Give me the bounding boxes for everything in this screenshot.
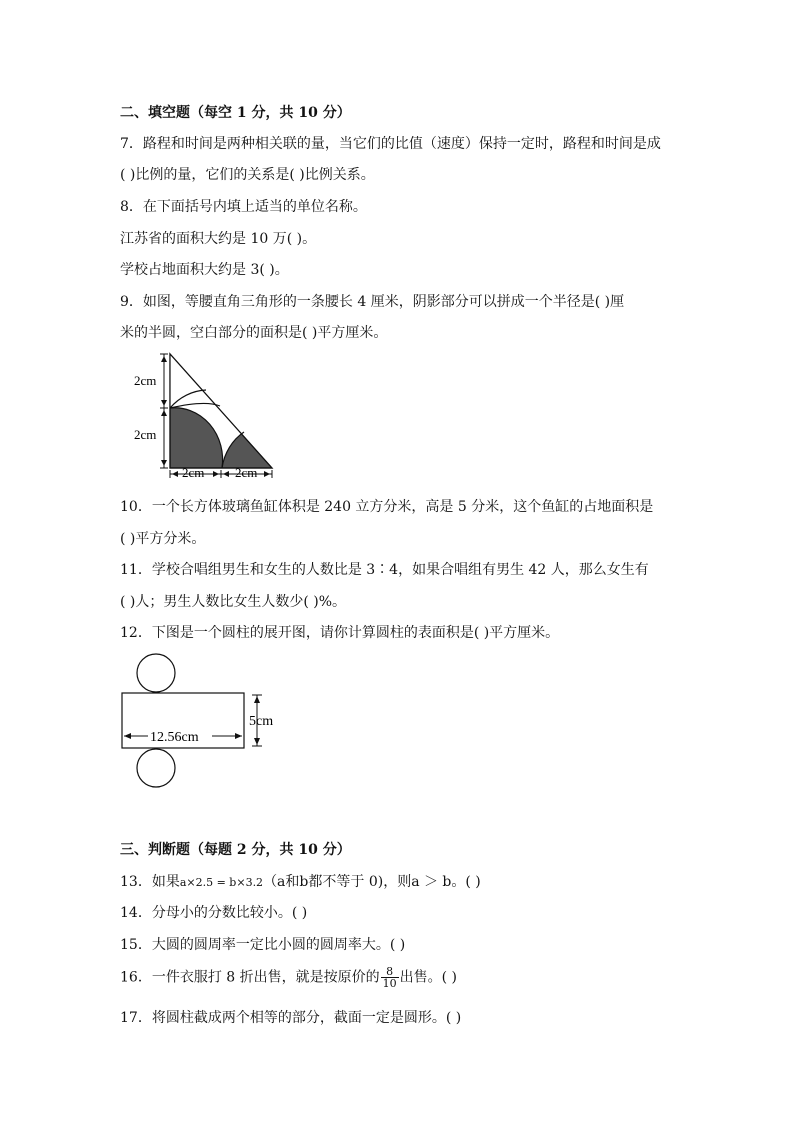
q11-line2: ( )人；男生人数比女生人数少( )%。 [120, 594, 347, 610]
q16-suffix: 出售。( ) [399, 969, 457, 986]
q12-line1: 12．下图是一个圆柱的展开图，请你计算圆柱的表面积是( )平方厘米。 [120, 625, 560, 641]
q8-line1: 8．在下面括号内填上适当的单位名称。 [120, 199, 367, 215]
q9-label-left-top: 2cm [134, 373, 157, 388]
q9-label-bottom-right: 2cm [235, 465, 258, 480]
section-title-fill-in: 二、填空题（每空 1 分，共 10 分） [120, 105, 351, 121]
q15: 15．大圆的圆周率一定比小圆的圆周率大。( ) [120, 937, 406, 953]
q13-prefix: 13．如果 [120, 874, 180, 890]
q16-prefix: 16．一件衣服打 8 折出售，就是按原价的 [120, 969, 380, 986]
q9-triangle-figure [120, 348, 290, 483]
q10-line2: ( )平方分米。 [120, 531, 206, 547]
q11-line1: 11．学校合唱组男生和女生的人数比是 3∶4，如果合唱组有男生 42 人，那么女生有 [120, 562, 649, 578]
section-title-true-false: 三、判断题（每题 2 分，共 10 分） [120, 842, 351, 858]
q7-line1: 7．路程和时间是两种相关联的量，当它们的比值（速度）保持一定时，路程和时间是成 [120, 136, 661, 152]
q13-suffix: （a和b都不等于 0)，则a ＞ b。( ) [263, 874, 481, 890]
q12-height-label: 5cm [249, 714, 274, 729]
q13-expression: a×2.5 = b×3.2 [179, 876, 264, 889]
q8-line3: 学校占地面积大约是 3( )。 [120, 262, 289, 278]
q16-frac-numerator: 8 [381, 966, 399, 978]
q9-line2: 米的半圆，空白部分的面积是( )平方厘米。 [120, 325, 388, 341]
q12-top-circle [137, 654, 175, 692]
q8-line2: 江苏省的面积大约是 10 万( )。 [120, 231, 317, 247]
q16-fraction [381, 966, 399, 989]
q10-line1: 10．一个长方体玻璃鱼缸体积是 240 立方分米，高是 5 分米，这个鱼缸的占地面积是 [120, 499, 654, 515]
q16-frac-denominator: 10 [382, 977, 397, 990]
q12-bottom-circle [137, 749, 175, 787]
q12-cylinder-net-figure [118, 652, 288, 794]
q7-line2: ( )比例的量，它们的关系是( )比例关系。 [120, 167, 375, 183]
q16 [120, 966, 457, 989]
q12-width-label: 12.56cm [150, 730, 199, 745]
q14: 14．分母小的分数比较小。( ) [120, 905, 308, 921]
q17: 17．将圆柱截成两个相等的部分，截面一定是圆形。( ) [120, 1010, 462, 1026]
q9-label-bottom-left: 2cm [182, 465, 205, 480]
q9-line1: 9．如图，等腰直角三角形的一条腰长 4 厘米，阴影部分可以拼成一个半径是( )厘 [120, 294, 625, 310]
q9-label-left-bottom: 2cm [134, 427, 157, 442]
q13 [120, 872, 481, 893]
